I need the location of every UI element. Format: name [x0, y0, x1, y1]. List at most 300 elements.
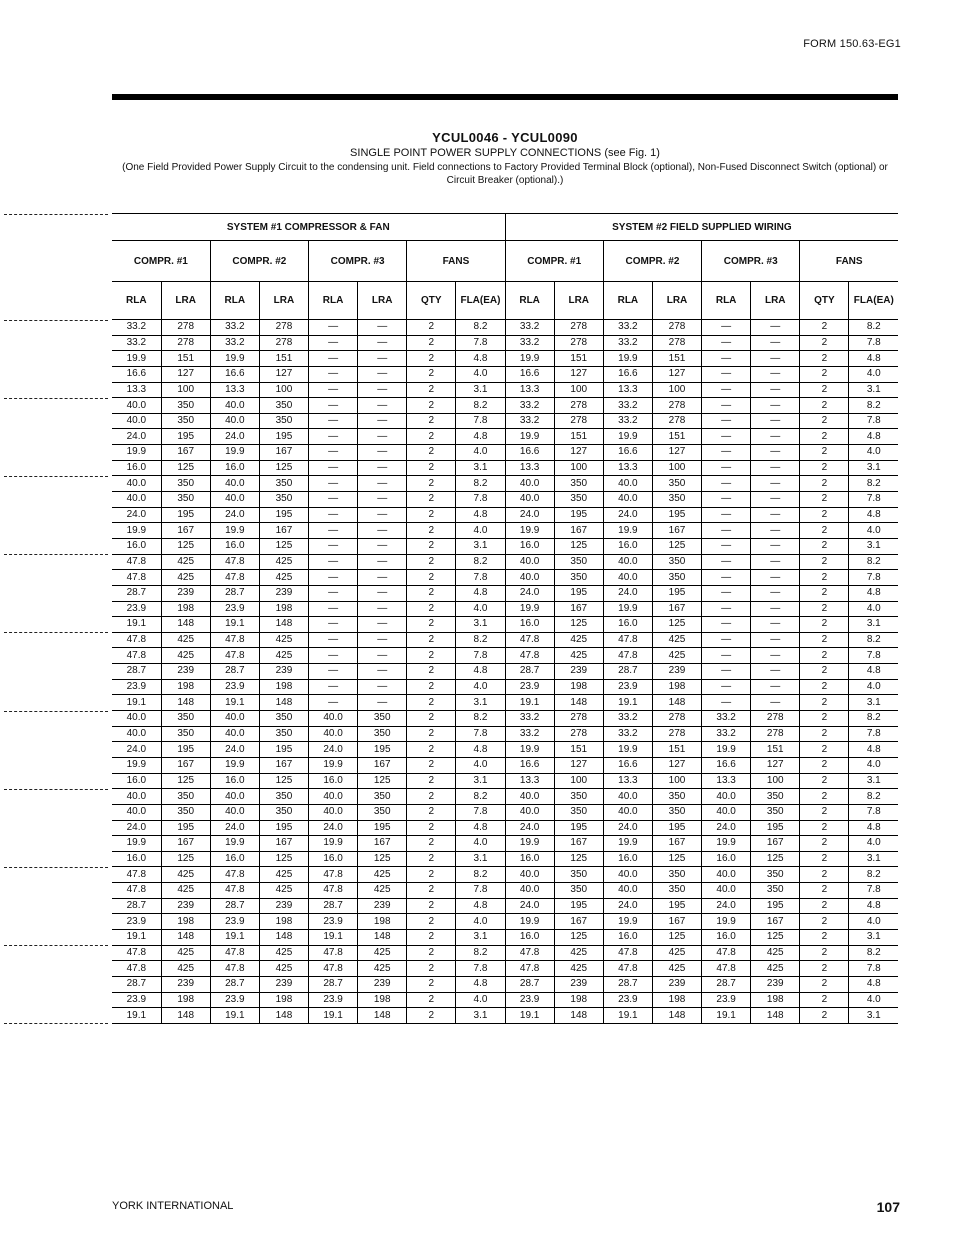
table-cell: 2: [800, 664, 849, 680]
table-cell: 47.8: [702, 961, 751, 977]
table-cell: 7.8: [849, 883, 898, 899]
table-cell: 19.1: [112, 695, 161, 711]
table-cell: 19.9: [309, 836, 358, 852]
table-cell: 2: [407, 898, 456, 914]
table-cell: 19.1: [210, 695, 259, 711]
table-cell: —: [309, 554, 358, 570]
table-cell: 28.7: [210, 664, 259, 680]
table-cell: 4.0: [456, 523, 505, 539]
table-cell: 2: [800, 648, 849, 664]
table-cell: 2: [800, 570, 849, 586]
table-cell: 148: [652, 1008, 701, 1024]
table-cell: 40.0: [505, 554, 554, 570]
column-header: RLA: [603, 282, 652, 320]
table-cell: 148: [554, 1008, 603, 1024]
table-cell: 4.0: [456, 601, 505, 617]
table-cell: —: [751, 570, 800, 586]
table-cell: 198: [161, 914, 210, 930]
table-cell: 148: [161, 929, 210, 945]
table-cell: 350: [652, 867, 701, 883]
table-cell: 425: [259, 867, 308, 883]
table-cell: 425: [554, 632, 603, 648]
table-cell: 195: [161, 742, 210, 758]
group-header: COMPR. #1: [505, 241, 603, 282]
table-cell: 4.8: [456, 429, 505, 445]
table-cell: 16.6: [210, 366, 259, 382]
table-cell: 28.7: [603, 976, 652, 992]
table-cell: 2: [407, 867, 456, 883]
table-cell: 425: [554, 945, 603, 961]
table-cell: 40.0: [505, 789, 554, 805]
table-cell: 239: [652, 976, 701, 992]
table-cell: 28.7: [505, 664, 554, 680]
table-cell: 425: [259, 961, 308, 977]
table-cell: 28.7: [309, 976, 358, 992]
table-cell: 8.2: [849, 554, 898, 570]
table-cell: 198: [161, 992, 210, 1008]
table-cell: 167: [161, 836, 210, 852]
system-1-header: SYSTEM #1 COMPRESSOR & FAN: [112, 214, 505, 241]
table-cell: 2: [407, 976, 456, 992]
table-cell: 33.2: [112, 320, 161, 336]
table-cell: 4.0: [456, 914, 505, 930]
table-cell: —: [309, 351, 358, 367]
table-cell: 28.7: [112, 664, 161, 680]
table-cell: 127: [554, 366, 603, 382]
table-cell: 19.9: [309, 757, 358, 773]
table-cell: 350: [554, 867, 603, 883]
margin-divider: [4, 476, 108, 477]
table-cell: —: [309, 335, 358, 351]
table-cell: 24.0: [112, 507, 161, 523]
table-cell: 7.8: [456, 726, 505, 742]
table-cell: 8.2: [849, 476, 898, 492]
table-cell: 425: [161, 648, 210, 664]
table-cell: 3.1: [456, 929, 505, 945]
table-cell: 425: [259, 648, 308, 664]
table-cell: 125: [259, 538, 308, 554]
table-cell: 125: [358, 851, 407, 867]
table-cell: —: [358, 570, 407, 586]
table-cell: 7.8: [849, 570, 898, 586]
table-cell: 28.7: [210, 585, 259, 601]
table-cell: 167: [751, 836, 800, 852]
table-cell: 13.3: [603, 382, 652, 398]
table-cell: 151: [554, 742, 603, 758]
table-cell: 13.3: [603, 773, 652, 789]
table-cell: 195: [358, 820, 407, 836]
table-cell: 13.3: [210, 382, 259, 398]
table-row: [112, 695, 898, 711]
table-cell: 127: [259, 366, 308, 382]
table-cell: 40.0: [505, 804, 554, 820]
table-cell: 47.8: [210, 570, 259, 586]
table-cell: 8.2: [849, 320, 898, 336]
table-header-block: [112, 130, 898, 187]
table-cell: 125: [554, 929, 603, 945]
table-cell: 239: [259, 898, 308, 914]
table-cell: 125: [259, 460, 308, 476]
table-cell: 2: [800, 335, 849, 351]
table-cell: 3.1: [849, 773, 898, 789]
table-cell: 350: [161, 476, 210, 492]
table-row: [112, 742, 898, 758]
table-cell: 23.9: [210, 992, 259, 1008]
table-cell: 151: [652, 429, 701, 445]
table-cell: —: [358, 507, 407, 523]
table-cell: 16.6: [505, 445, 554, 461]
table-cell: 8.2: [849, 789, 898, 805]
table-cell: 16.6: [505, 757, 554, 773]
table-cell: 239: [554, 664, 603, 680]
table-cell: 33.2: [210, 320, 259, 336]
table-cell: 47.8: [309, 961, 358, 977]
table-row: [112, 961, 898, 977]
table-cell: —: [751, 476, 800, 492]
table-cell: 24.0: [112, 820, 161, 836]
table-cell: 40.0: [112, 789, 161, 805]
table-cell: 7.8: [849, 804, 898, 820]
table-cell: 350: [358, 711, 407, 727]
table-cell: 7.8: [456, 883, 505, 899]
table-cell: 40.0: [210, 726, 259, 742]
table-cell: 3.1: [456, 1008, 505, 1024]
table-cell: 278: [652, 398, 701, 414]
table-cell: 167: [358, 757, 407, 773]
table-cell: 24.0: [505, 820, 554, 836]
table-cell: 2: [407, 460, 456, 476]
table-cell: —: [702, 382, 751, 398]
table-cell: 8.2: [456, 945, 505, 961]
table-cell: 3.1: [849, 1008, 898, 1024]
margin-divider: [4, 789, 108, 790]
table-cell: 100: [751, 773, 800, 789]
table-cell: —: [309, 445, 358, 461]
table-cell: 19.1: [112, 1008, 161, 1024]
table-cell: —: [309, 476, 358, 492]
table-cell: 19.9: [603, 351, 652, 367]
table-cell: —: [358, 695, 407, 711]
table-cell: —: [358, 476, 407, 492]
table-cell: 2: [407, 492, 456, 508]
table-cell: 4.8: [849, 898, 898, 914]
table-cell: 278: [751, 726, 800, 742]
table-cell: 16.0: [505, 617, 554, 633]
table-cell: —: [751, 538, 800, 554]
table-cell: 195: [358, 742, 407, 758]
table-cell: 239: [751, 976, 800, 992]
table-cell: 167: [652, 523, 701, 539]
table-cell: 278: [161, 320, 210, 336]
table-cell: 16.0: [210, 773, 259, 789]
table-cell: 2: [407, 664, 456, 680]
table-cell: 19.9: [603, 429, 652, 445]
table-cell: 127: [652, 366, 701, 382]
table-cell: 350: [751, 789, 800, 805]
table-cell: 167: [652, 914, 701, 930]
table-cell: 47.8: [210, 883, 259, 899]
table-cell: —: [309, 460, 358, 476]
table-cell: 40.0: [210, 789, 259, 805]
column-header: LRA: [161, 282, 210, 320]
table-cell: 28.7: [112, 976, 161, 992]
table-cell: 33.2: [505, 335, 554, 351]
table-cell: 19.9: [210, 445, 259, 461]
table-row: [112, 398, 898, 414]
table-cell: 2: [800, 585, 849, 601]
table-cell: 4.8: [456, 351, 505, 367]
table-cell: 425: [259, 554, 308, 570]
table-cell: 151: [259, 351, 308, 367]
table-cell: —: [309, 538, 358, 554]
table-cell: 167: [554, 836, 603, 852]
table-cell: —: [358, 632, 407, 648]
table-row: [112, 538, 898, 554]
table-row: [112, 929, 898, 945]
margin-divider: [4, 711, 108, 712]
table-cell: 278: [652, 320, 701, 336]
table-cell: —: [358, 413, 407, 429]
table-cell: —: [751, 320, 800, 336]
table-cell: 47.8: [505, 632, 554, 648]
table-row: [112, 726, 898, 742]
table-cell: 47.8: [309, 867, 358, 883]
table-cell: —: [702, 632, 751, 648]
margin-divider: [4, 398, 108, 399]
table-cell: 127: [161, 366, 210, 382]
table-cell: 4.0: [456, 992, 505, 1008]
table-cell: —: [358, 585, 407, 601]
table-cell: 2: [407, 570, 456, 586]
column-header: LRA: [751, 282, 800, 320]
table-cell: 125: [751, 929, 800, 945]
table-cell: 2: [800, 398, 849, 414]
table-cell: 278: [554, 320, 603, 336]
table-cell: 47.8: [505, 961, 554, 977]
table-cell: 125: [259, 851, 308, 867]
table-cell: 47.8: [210, 648, 259, 664]
group-header: FANS: [800, 241, 898, 282]
table-cell: 195: [554, 820, 603, 836]
table-cell: 4.0: [849, 679, 898, 695]
table-cell: 278: [259, 335, 308, 351]
table-cell: 16.6: [505, 366, 554, 382]
table-cell: —: [309, 492, 358, 508]
table-cell: 350: [554, 476, 603, 492]
table-cell: 127: [652, 445, 701, 461]
table-cell: —: [751, 664, 800, 680]
column-header: LRA: [358, 282, 407, 320]
table-cell: 16.0: [112, 773, 161, 789]
table-cell: 2: [407, 351, 456, 367]
table-cell: 19.9: [210, 351, 259, 367]
table-cell: 350: [259, 804, 308, 820]
table-cell: 24.0: [702, 820, 751, 836]
table-cell: 278: [554, 413, 603, 429]
table-cell: 278: [751, 711, 800, 727]
table-cell: 425: [161, 554, 210, 570]
table-cell: 33.2: [505, 711, 554, 727]
table-row: [112, 366, 898, 382]
table-cell: 3.1: [849, 851, 898, 867]
table-cell: 239: [652, 664, 701, 680]
table-cell: 148: [554, 695, 603, 711]
table-cell: —: [702, 695, 751, 711]
table-cell: —: [358, 648, 407, 664]
table-subtitle: SINGLE POINT POWER SUPPLY CONNECTIONS (see Fig. 1): [350, 147, 660, 159]
table-cell: 4.0: [456, 679, 505, 695]
table-cell: —: [751, 585, 800, 601]
table-cell: 2: [800, 789, 849, 805]
table-row: [112, 601, 898, 617]
table-cell: 19.9: [505, 523, 554, 539]
table-cell: 24.0: [505, 898, 554, 914]
table-cell: 47.8: [112, 945, 161, 961]
table-cell: —: [751, 507, 800, 523]
table-cell: 2: [407, 695, 456, 711]
table-cell: 2: [800, 820, 849, 836]
table-cell: 16.0: [210, 538, 259, 554]
table-cell: 2: [407, 476, 456, 492]
table-cell: 198: [259, 992, 308, 1008]
table-cell: 28.7: [210, 898, 259, 914]
table-cell: 239: [259, 976, 308, 992]
table-cell: 47.8: [210, 945, 259, 961]
table-cell: —: [309, 601, 358, 617]
table-cell: 195: [161, 507, 210, 523]
table-cell: 4.0: [456, 366, 505, 382]
table-row: [112, 554, 898, 570]
table-cell: 33.2: [210, 335, 259, 351]
margin-divider: [4, 1023, 108, 1024]
table-cell: 350: [161, 711, 210, 727]
table-cell: 350: [161, 804, 210, 820]
table-cell: 2: [407, 1008, 456, 1024]
table-cell: —: [751, 398, 800, 414]
table-row: [112, 804, 898, 820]
table-cell: 4.8: [849, 507, 898, 523]
table-cell: 23.9: [210, 679, 259, 695]
table-cell: 148: [259, 695, 308, 711]
table-cell: 195: [652, 507, 701, 523]
table-cell: 239: [358, 898, 407, 914]
table-cell: 8.2: [456, 320, 505, 336]
table-cell: 2: [800, 492, 849, 508]
column-header: RLA: [309, 282, 358, 320]
table-cell: 4.8: [849, 976, 898, 992]
table-row: [112, 617, 898, 633]
table-cell: 2: [407, 679, 456, 695]
table-cell: 33.2: [603, 711, 652, 727]
table-cell: 19.9: [702, 836, 751, 852]
table-cell: 2: [800, 351, 849, 367]
table-cell: 278: [161, 335, 210, 351]
table-title: YCUL0046 - YCUL0090: [432, 130, 578, 145]
table-cell: —: [702, 429, 751, 445]
table-cell: 19.1: [210, 617, 259, 633]
table-cell: 19.9: [210, 757, 259, 773]
table-cell: 3.1: [849, 617, 898, 633]
table-row: [112, 1008, 898, 1024]
table-cell: 19.9: [505, 351, 554, 367]
table-cell: 4.8: [849, 585, 898, 601]
table-cell: 127: [652, 757, 701, 773]
table-cell: —: [751, 445, 800, 461]
table-cell: 425: [358, 883, 407, 899]
table-cell: 33.2: [603, 413, 652, 429]
table-row: [112, 711, 898, 727]
table-cell: 425: [751, 945, 800, 961]
table-cell: —: [358, 445, 407, 461]
column-header: QTY: [407, 282, 456, 320]
table-cell: 19.9: [505, 914, 554, 930]
table-cell: 2: [800, 804, 849, 820]
table-cell: 19.1: [112, 617, 161, 633]
table-cell: 3.1: [456, 773, 505, 789]
table-cell: 100: [259, 382, 308, 398]
table-cell: 47.8: [702, 945, 751, 961]
table-cell: 125: [358, 773, 407, 789]
table-cell: 195: [554, 507, 603, 523]
table-cell: 28.7: [112, 898, 161, 914]
table-cell: 4.8: [849, 664, 898, 680]
power-supply-table: [112, 213, 898, 1024]
table-cell: —: [751, 617, 800, 633]
table-cell: 47.8: [112, 961, 161, 977]
table-row: [112, 632, 898, 648]
table-cell: 3.1: [456, 617, 505, 633]
table-cell: 167: [751, 914, 800, 930]
table-cell: 2: [407, 836, 456, 852]
table-cell: 278: [259, 320, 308, 336]
table-cell: 100: [652, 382, 701, 398]
table-row: [112, 976, 898, 992]
table-cell: 2: [800, 976, 849, 992]
table-body: [112, 320, 898, 1024]
table-cell: 239: [554, 976, 603, 992]
table-cell: 2: [407, 523, 456, 539]
table-cell: 3.1: [456, 538, 505, 554]
table-cell: 167: [554, 914, 603, 930]
table-cell: —: [702, 335, 751, 351]
table-cell: 425: [259, 632, 308, 648]
table-cell: 8.2: [456, 476, 505, 492]
table-cell: 278: [652, 711, 701, 727]
table-cell: 125: [554, 851, 603, 867]
table-cell: 19.9: [603, 836, 652, 852]
column-header: RLA: [112, 282, 161, 320]
margin-model-dividers: [0, 0, 112, 1235]
column-header: RLA: [505, 282, 554, 320]
table-cell: 425: [358, 961, 407, 977]
table-row: [112, 789, 898, 805]
table-cell: —: [309, 664, 358, 680]
table-cell: 2: [407, 366, 456, 382]
table-cell: 16.0: [505, 929, 554, 945]
table-cell: 100: [554, 460, 603, 476]
table-cell: 16.0: [210, 460, 259, 476]
group-header: COMPR. #1: [112, 241, 210, 282]
table-cell: 198: [751, 992, 800, 1008]
table-cell: 7.8: [849, 648, 898, 664]
table-cell: 4.0: [849, 992, 898, 1008]
column-header: QTY: [800, 282, 849, 320]
table-cell: 350: [259, 398, 308, 414]
table-cell: 100: [161, 382, 210, 398]
table-cell: 167: [259, 445, 308, 461]
table-cell: 40.0: [603, 492, 652, 508]
table-cell: 40.0: [603, 789, 652, 805]
